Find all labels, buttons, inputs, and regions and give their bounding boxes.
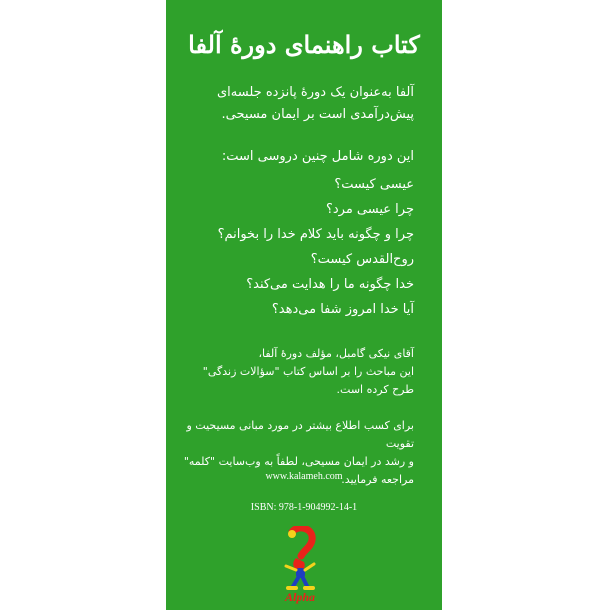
alpha-mascot-icon [270,526,330,592]
intro-line: آلفا به‌عنوان یک دورهٔ پانزده جلسه‌ای [217,85,414,100]
more-info-line: برای کسب اطلاع بیشتر در مورد مبانی مسیحیت و تقویت [186,419,414,450]
course-item: چرا عیسی مرد؟ [325,202,414,217]
course-item: عیسی کیست؟ [334,177,414,192]
course-item: چرا و چگونه باید کلام خدا را بخوانم؟ [217,227,414,242]
more-info-line: و رشد در ایمان مسیحی، لطفاً به وب‌سایت "کلمه" مراجعه فرمایید. [183,455,414,486]
intro-line: پیش‌درآمدی است بر ایمان مسیحی. [221,107,414,122]
website-text: www.kalameh.com [265,471,343,482]
author-line: این مباحث را بر اساس کتاب "سؤالات زندگی" طرح کرده است. [202,365,414,396]
courses-heading: این دوره شامل چنین دروسی است: [221,149,414,164]
back-cover [166,0,442,610]
intro-paragraph [180,82,414,126]
author-paragraph [180,345,414,399]
isbn-text: ISBN: 978-1-904992-14-1 [250,502,358,513]
cover-title: کتاب راهنمای دورهٔ آلفا [188,30,420,59]
courses-list [180,172,414,322]
course-item: آیا خدا امروز شفا می‌دهد؟ [271,302,414,317]
alpha-logo [270,526,330,608]
author-line: آقای نیکی گامبل، مؤلف دورهٔ آلفا، [258,347,414,360]
course-item: روح‌القدس کیست؟ [310,252,414,267]
course-item: خدا چگونه ما را هدایت می‌کند؟ [246,277,414,292]
alpha-logo-text: Alpha [284,590,315,604]
